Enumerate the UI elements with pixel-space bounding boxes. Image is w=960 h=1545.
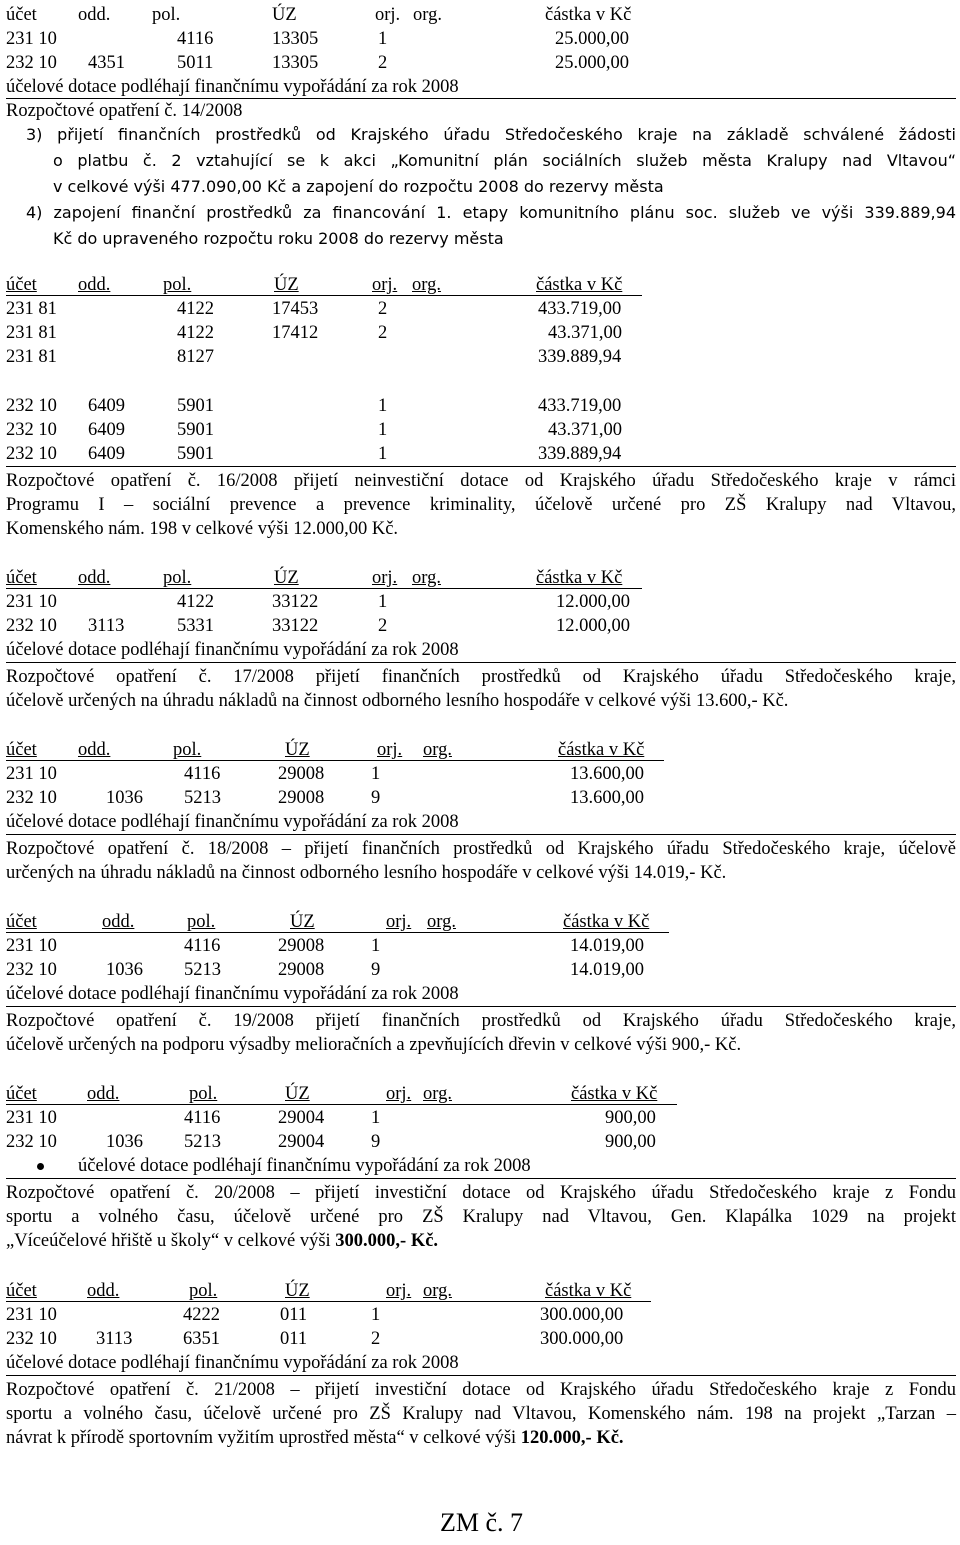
- table-header-col-odd: odd.: [78, 5, 111, 25]
- table-cell-col-castka: 339.889,94: [538, 444, 622, 464]
- table-header-underline: [6, 1301, 651, 1302]
- table-header-underline: [6, 588, 642, 589]
- table-header-col-org: org.: [412, 568, 441, 588]
- text-span: návrat k přírodě sportovním vyžitím uprostřed města“ v celkové výši: [6, 1428, 521, 1448]
- table-cell-col-uz: 011: [280, 1329, 308, 1349]
- table-cell-col-pol: 4122: [177, 299, 214, 319]
- table-header-col-ucet: účet: [6, 1281, 37, 1301]
- text-line: [6, 1429, 624, 1448]
- table-header-underline: [6, 1104, 677, 1105]
- table-cell-col-odd: 3113: [88, 616, 125, 636]
- horizontal-rule: [6, 1006, 956, 1007]
- table-cell-col-ucet: 231 10: [6, 1108, 57, 1128]
- table-cell-col-uz: 011: [280, 1305, 308, 1325]
- table-cell-col-orj: 1: [378, 420, 388, 440]
- table-cell-col-castka: 900,00: [605, 1108, 656, 1128]
- table-cell-col-castka: 14.019,00: [570, 960, 644, 980]
- text-line: účelově určených na úhradu nákladů na činnost odborného lesního hospodáře v celkové výši 13.600,- Kč.: [6, 691, 789, 711]
- table-cell-col-odd: 6409: [88, 396, 125, 416]
- table-header-col-pol: pol.: [163, 275, 192, 295]
- table-cell-col-castka: 14.019,00: [570, 936, 644, 956]
- text-line: Rozpočtové opatření č. 21/2008 – přijetí investiční dotace od Krajského úřadu Středočeského kraje z Fondu: [6, 1380, 956, 1400]
- table-cell-col-pol: 5213: [184, 960, 221, 980]
- table-header-col-pol: pol.: [187, 912, 216, 932]
- horizontal-rule: [6, 834, 956, 835]
- table-cell-col-ucet: 231 10: [6, 1305, 57, 1325]
- page-footer: ZM č. 7: [440, 1508, 524, 1537]
- table-header-col-pol: pol.: [189, 1281, 218, 1301]
- table-cell-col-pol: 5011: [177, 53, 214, 73]
- table-header-col-uz: ÚZ: [285, 1084, 310, 1104]
- table-header-col-orj: orj.: [372, 568, 398, 588]
- text-line: Rozpočtové opatření č. 14/2008: [6, 101, 243, 121]
- table-cell-col-ucet: 232 10: [6, 420, 57, 440]
- table-header-col-org: org.: [427, 912, 456, 932]
- table-cell-col-uz: 29008: [278, 788, 325, 808]
- table-cell-col-uz: 33122: [272, 616, 319, 636]
- table-cell-col-pol: 5331: [177, 616, 214, 636]
- table-cell-col-ucet: 232 10: [6, 788, 57, 808]
- table-cell-col-castka: 12.000,00: [556, 616, 630, 636]
- table-cell-col-pol: 6351: [183, 1329, 220, 1349]
- table-header-col-odd: odd.: [78, 275, 111, 295]
- table-cell-col-castka: 43.371,00: [548, 420, 622, 440]
- table-cell-col-pol: 4116: [184, 764, 221, 784]
- table-cell-col-orj: 1: [371, 1305, 381, 1325]
- table-cell-col-ucet: 231 81: [6, 299, 57, 319]
- table-cell-col-pol: 5901: [177, 444, 214, 464]
- table-cell-col-castka: 25.000,00: [555, 29, 629, 49]
- text-line: účelové dotace podléhají finančnímu vypořádání za rok 2008: [6, 812, 459, 832]
- text-line: sportu a volného času, účelově určené pro ZŠ Kralupy nad Vltavou, Komenského nám. 198 na projekt „Tarzan –: [6, 1404, 956, 1424]
- table-header-col-pol: pol.: [189, 1084, 218, 1104]
- table-cell-col-ucet: 232 10: [6, 444, 57, 464]
- horizontal-rule: [6, 1375, 956, 1376]
- table-header-col-ucet: účet: [6, 5, 37, 25]
- table-cell-col-pol: 5901: [177, 420, 214, 440]
- table-cell-col-pol: 4122: [177, 323, 214, 343]
- table-cell-col-ucet: 232 10: [6, 960, 57, 980]
- table-cell-col-ucet: 232 10: [6, 1132, 57, 1152]
- list-item-line: v celkové výši 477.090,00 Kč a zapojení do rozpočtu 2008 do rezervy města: [53, 177, 664, 196]
- table-cell-col-orj: 2: [371, 1329, 381, 1349]
- horizontal-rule: [6, 98, 956, 99]
- table-header-col-ucet: účet: [6, 275, 37, 295]
- table-cell-col-orj: 2: [378, 616, 388, 636]
- table-cell-col-odd: 6409: [88, 420, 125, 440]
- table-header-col-orj: orj.: [375, 5, 401, 25]
- text-line: určených na úhradu nákladů na činnost odborného lesního hospodáře v celkové výši 14.019,- Kč.: [6, 863, 727, 883]
- table-cell-col-pol: 5213: [184, 1132, 221, 1152]
- table-cell-col-pol: 4116: [177, 29, 214, 49]
- text-line: účelové dotace podléhají finančnímu vypořádání za rok 2008: [6, 640, 459, 660]
- text-line: účelově určených na podporu výsadby melioračních a zpevňujících dřevin v celkové výši 900,- Kč.: [6, 1035, 742, 1055]
- table-header-col-uz: ÚZ: [290, 912, 315, 932]
- bullet-icon: [37, 1163, 44, 1170]
- table-header-col-org: org.: [423, 740, 452, 760]
- table-header-col-pol: pol.: [173, 740, 202, 760]
- table-cell-col-orj: 2: [378, 299, 388, 319]
- table-header-col-uz: ÚZ: [274, 275, 299, 295]
- table-header-col-uz: ÚZ: [285, 740, 310, 760]
- table-cell-col-pol: 5901: [177, 396, 214, 416]
- table-cell-col-orj: 1: [371, 1108, 381, 1128]
- table-cell-col-orj: 9: [371, 1132, 381, 1152]
- table-header-col-orj: orj.: [386, 1084, 412, 1104]
- table-cell-col-ucet: 232 10: [6, 396, 57, 416]
- text-line: Rozpočtové opatření č. 18/2008 – přijetí finančních prostředků od Krajského úřadu Středočeského kraje, účelově: [6, 839, 956, 859]
- table-cell-col-uz: 29008: [278, 936, 325, 956]
- list-item-line: 3) přijetí finančních prostředků od Krajského úřadu Středočeského kraje na základě schválené žádosti: [26, 125, 956, 144]
- table-header-col-odd: odd.: [78, 568, 111, 588]
- table-header-col-ucet: účet: [6, 912, 37, 932]
- table-cell-col-odd: 6409: [88, 444, 125, 464]
- table-header-col-orj: orj.: [377, 740, 403, 760]
- table-header-col-uz: ÚZ: [285, 1281, 310, 1301]
- list-item-line: Kč do upraveného rozpočtu roku 2008 do rezervy města: [53, 229, 504, 248]
- text-line: Programu I – sociální prevence a prevence kriminality, účelově určené pro ZŠ Kralupy nad Vltavou,: [6, 495, 956, 515]
- table-cell-col-uz: 29008: [278, 960, 325, 980]
- list-item-line: 4) zapojení finanční prostředků za financování 1. etapy komunitního plánu soc. služeb ve výši 339.889,94: [26, 203, 956, 222]
- table-cell-col-ucet: 231 10: [6, 592, 57, 612]
- table-cell-col-orj: 1: [378, 444, 388, 464]
- table-cell-col-castka: 43.371,00: [548, 323, 622, 343]
- table-cell-col-castka: 339.889,94: [538, 347, 622, 367]
- table-header-col-org: org.: [413, 5, 442, 25]
- table-cell-col-uz: 13305: [272, 29, 319, 49]
- table-cell-col-odd: 3113: [96, 1329, 133, 1349]
- table-header-col-castka: částka v Kč: [558, 740, 645, 760]
- bullet-item-text: účelové dotace podléhají finančnímu vypořádání za rok 2008: [78, 1156, 531, 1176]
- table-header-underline: [6, 932, 669, 933]
- table-header-col-castka: částka v Kč: [536, 568, 623, 588]
- table-cell-col-pol: 5213: [184, 788, 221, 808]
- table-header-col-odd: odd.: [78, 740, 111, 760]
- text-line: Rozpočtové opatření č. 16/2008 přijetí neinvestiční dotace od Krajského úřadu Středočeského kraje v rámci: [6, 471, 956, 491]
- text-line: účelové dotace podléhají finančnímu vypořádání za rok 2008: [6, 984, 459, 1004]
- table-cell-col-pol: 4116: [184, 936, 221, 956]
- table-header-col-org: org.: [423, 1084, 452, 1104]
- table-header-col-ucet: účet: [6, 740, 37, 760]
- table-cell-col-orj: 1: [371, 764, 381, 784]
- table-cell-col-castka: 13.600,00: [570, 764, 644, 784]
- table-cell-col-orj: 1: [378, 29, 388, 49]
- table-header-col-orj: orj.: [386, 912, 412, 932]
- table-cell-col-orj: 9: [371, 960, 381, 980]
- table-header-col-odd: odd.: [87, 1084, 120, 1104]
- amount-bold: 120.000,- Kč.: [520, 1428, 624, 1448]
- table-cell-col-uz: 29004: [278, 1132, 325, 1152]
- table-cell-col-pol: 4122: [177, 592, 214, 612]
- table-cell-col-castka: 300.000,00: [540, 1329, 624, 1349]
- text-line: sportu a volného času, účelově určené pro ZŠ Kralupy nad Vltavou, Gen. Klapálka 1029 na projekt: [6, 1207, 956, 1227]
- table-cell-col-orj: 2: [378, 53, 388, 73]
- table-header-col-castka: částka v Kč: [536, 275, 623, 295]
- table-header-col-castka: částka v Kč: [571, 1084, 658, 1104]
- table-cell-col-odd: 1036: [106, 788, 143, 808]
- table-cell-col-odd: 1036: [106, 1132, 143, 1152]
- table-header-col-castka: částka v Kč: [545, 1281, 632, 1301]
- horizontal-rule: [6, 1178, 956, 1179]
- table-cell-col-uz: 17412: [272, 323, 319, 343]
- table-cell-col-ucet: 232 10: [6, 53, 57, 73]
- table-cell-col-ucet: 231 10: [6, 764, 57, 784]
- table-cell-col-ucet: 232 10: [6, 1329, 57, 1349]
- horizontal-rule: [6, 466, 956, 467]
- table-header-col-odd: odd.: [87, 1281, 120, 1301]
- table-header-col-uz: ÚZ: [274, 568, 299, 588]
- table-header-underline: [6, 760, 664, 761]
- table-cell-col-ucet: 232 10: [6, 616, 57, 636]
- table-cell-col-castka: 12.000,00: [556, 592, 630, 612]
- table-cell-col-castka: 433.719,00: [538, 396, 622, 416]
- text-line: [6, 1232, 438, 1251]
- table-cell-col-pol: 4222: [183, 1305, 220, 1325]
- text-line: Rozpočtové opatření č. 19/2008 přijetí finančních prostředků od Krajského úřadu Středočeského kraje,: [6, 1011, 956, 1031]
- table-header-col-uz: ÚZ: [272, 5, 297, 25]
- table-header-col-castka: částka v Kč: [545, 5, 632, 25]
- text-line: účelové dotace podléhají finančnímu vypořádání za rok 2008: [6, 1353, 459, 1373]
- table-header-col-ucet: účet: [6, 568, 37, 588]
- table-cell-col-castka: 13.600,00: [570, 788, 644, 808]
- list-item-line: o platbu č. 2 vztahující se k akci „Komunitní plán sociálních služeb města Kralupy nad Vltavou“: [53, 151, 956, 170]
- table-header-underline: [6, 295, 642, 296]
- table-cell-col-orj: 1: [378, 396, 388, 416]
- table-cell-col-ucet: 231 81: [6, 347, 57, 367]
- table-cell-col-pol: 8127: [177, 347, 214, 367]
- table-cell-col-uz: 13305: [272, 53, 319, 73]
- table-cell-col-uz: 17453: [272, 299, 319, 319]
- table-header-col-pol: pol.: [163, 568, 192, 588]
- text-span: „Víceúčelové hřiště u školy“ v celkové výši: [6, 1231, 336, 1251]
- table-cell-col-ucet: 231 10: [6, 29, 57, 49]
- text-line: Rozpočtové opatření č. 20/2008 – přijetí investiční dotace od Krajského úřadu Středočeského kraje z Fondu: [6, 1183, 956, 1203]
- table-cell-col-ucet: 231 81: [6, 323, 57, 343]
- table-cell-col-orj: 2: [378, 323, 388, 343]
- text-line: účelové dotace podléhají finančnímu vypořádání za rok 2008: [6, 77, 459, 97]
- table-header-col-ucet: účet: [6, 1084, 37, 1104]
- table-cell-col-castka: 300.000,00: [540, 1305, 624, 1325]
- table-cell-col-uz: 29008: [278, 764, 325, 784]
- table-cell-col-orj: 9: [371, 788, 381, 808]
- amount-bold: 300.000,- Kč.: [335, 1231, 439, 1251]
- table-cell-col-orj: 1: [378, 592, 388, 612]
- text-line: Rozpočtové opatření č. 17/2008 přijetí finančních prostředků od Krajského úřadu Středočeského kraje,: [6, 667, 956, 687]
- table-cell-col-uz: 33122: [272, 592, 319, 612]
- table-header-col-castka: částka v Kč: [563, 912, 650, 932]
- table-cell-col-castka: 900,00: [605, 1132, 656, 1152]
- text-line: Komenského nám. 198 v celkové výši 12.000,00 Kč.: [6, 519, 399, 539]
- table-cell-col-ucet: 231 10: [6, 936, 57, 956]
- table-cell-col-odd: 1036: [106, 960, 143, 980]
- horizontal-rule: [6, 662, 956, 663]
- table-header-col-orj: orj.: [386, 1281, 412, 1301]
- table-cell-col-castka: 433.719,00: [538, 299, 622, 319]
- table-cell-col-orj: 1: [371, 936, 381, 956]
- table-cell-col-pol: 4116: [184, 1108, 221, 1128]
- table-cell-col-castka: 25.000,00: [555, 53, 629, 73]
- table-header-col-org: org.: [423, 1281, 452, 1301]
- table-header-col-org: org.: [412, 275, 441, 295]
- table-header-col-orj: orj.: [372, 275, 398, 295]
- table-header-col-pol: pol.: [152, 5, 181, 25]
- table-cell-col-uz: 29004: [278, 1108, 325, 1128]
- table-cell-col-odd: 4351: [88, 53, 125, 73]
- table-header-col-odd: odd.: [102, 912, 135, 932]
